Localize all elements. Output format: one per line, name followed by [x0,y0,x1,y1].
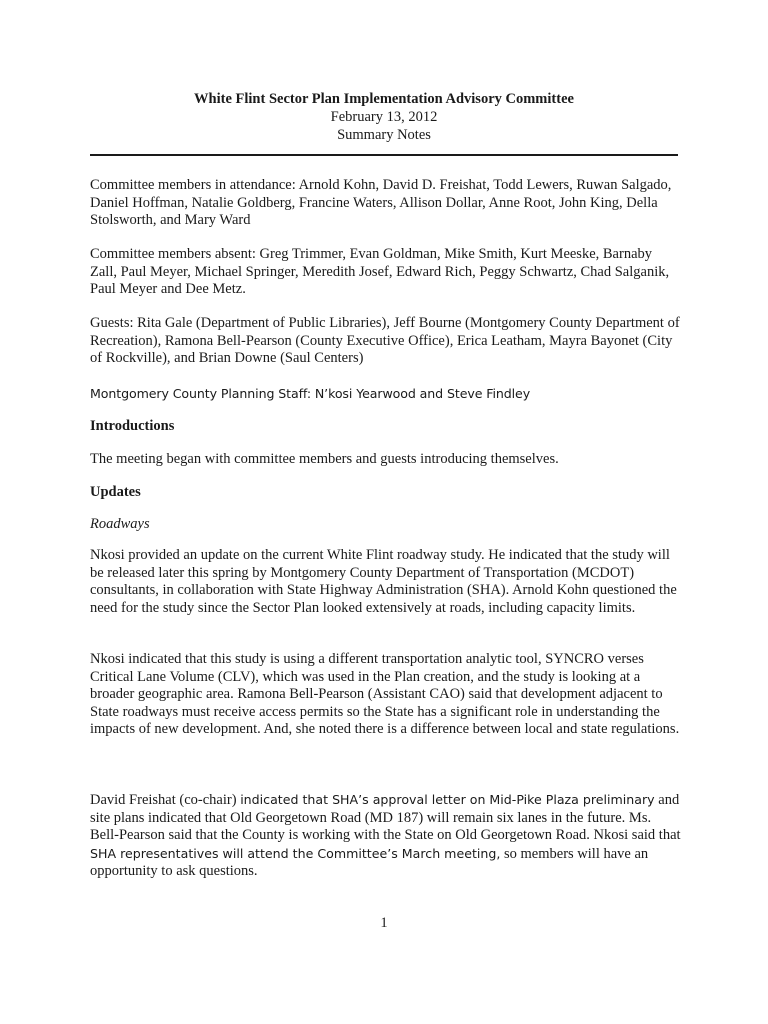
attendance-guests: Guests: Rita Gale (Department of Public Libraries), Jeff Bourne (Montgomery County Department of Recreation), Ramona Bell-Pearson (County Executive Office), Erica Leatham, Mayra Bayonet (City of Rockville), and Brian Downe (Saul Centers) [90,315,680,367]
roadways-heading: Roadways [90,516,150,532]
document-type: Summary Notes [337,127,431,143]
document-title: White Flint Sector Plan Implementation Advisory Committee [194,91,574,107]
introductions-heading: Introductions [90,418,175,434]
roadways-p3-part-e: so members will have an opportunity to ask questions. [90,845,649,880]
roadways-p3-part-a: David Freishat (co-chair) [90,792,241,808]
document-header [90,90,678,144]
roadways-p3-part-b: indicated that SHA’s approval letter on Mid-Pike Plaza preliminary [240,792,655,807]
roadways-paragraph-3 [90,791,682,881]
header-divider [90,154,678,156]
attendance-staff: Montgomery County Planning Staff: N’kosi Yearwood and Steve Findley [90,386,531,401]
attendance-present: Committee members in attendance: Arnold Kohn, David D. Freishat, Todd Lewers, Ruwan Salgado, Daniel Hoffman, Natalie Goldberg, Francine Waters, Allison Dollar, Anne Root, John King, Della Stolsworth, and Mary Ward [90,177,672,229]
updates-heading: Updates [90,484,141,500]
document-date: February 13, 2012 [330,109,438,125]
roadways-p3-part-d: SHA representatives will attend the Committee’s March meeting, [90,845,501,861]
attendance-absent: Committee members absent: Greg Trimmer, Evan Goldman, Mike Smith, Kurt Meeske, Barnaby Zall, Paul Meyer, Michael Springer, Meredith Josef, Edward Rich, Peggy Schwartz, Chad Salganik, Paul Meyer and Dee Metz. [90,246,670,298]
introductions-text: The meeting began with committee members and guests introducing themselves. [90,451,559,467]
roadways-paragraph-2: Nkosi indicated that this study is using a different transportation analytic tool, SYNCRO verses Critical Lane Volume (CLV), which was used in the Plan creation, and the study is looking at a broader geographic area. Ramona Bell-Pearson (Assistant CAO) said that development adjacent to State roadways must receive access permits so the State has a significant role in understanding the impacts of new development. And, she noted there is a difference between local and state regulations. [90,651,680,738]
roadways-paragraph-1: Nkosi provided an update on the current White Flint roadway study. He indicated that the study will be released later this spring by Montgomery County Department of Transportation (MCDOT) consultants, in collaboration with State Highway Administration (SHA). Arnold Kohn questioned the need for the study since the Sector Plan looked extensively at roads, including capacity limits. [90,547,677,616]
page-number: 1 [380,915,388,931]
roadways-p3-part-c: and site plans indicated that Old Georgetown Road (MD 187) will remain six lanes in the future. Ms. Bell-Pearson said that the County is working with the State on Old Georgetown Road. Nkosi said that [90,792,681,844]
